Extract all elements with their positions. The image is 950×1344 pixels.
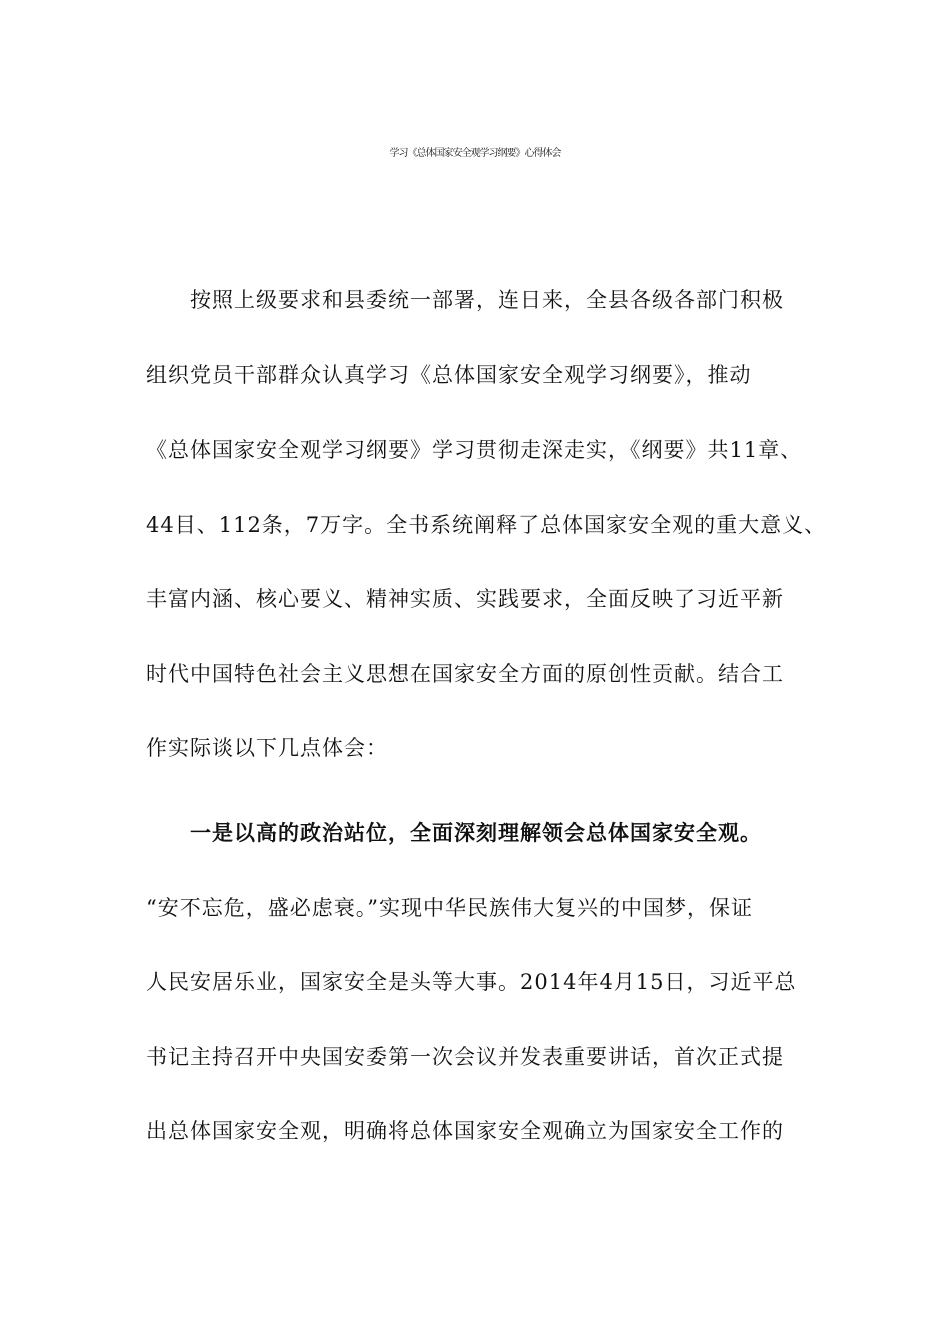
paragraph-1-line-7: 作实际谈以下几点体会： (146, 736, 388, 760)
paragraph-2-line-2: 人民安居乐业，国家安全是头等大事。2014年4月15日，习近平总 (146, 970, 797, 994)
paragraph-1-line-2: 组织党员干部群众认真学习《总体国家安全观学习纲要》，推动 (146, 363, 752, 387)
paragraph-1-line-5: 丰富内涵、核心要义、精神实质、实践要求，全面反映了习近平新 (146, 587, 784, 611)
paragraph-2-line-1: “安不忘危，盛必虑衰。”实现中华民族伟大复兴的中国梦，保证 (146, 896, 753, 920)
paragraph-1-line-6: 时代中国特色社会主义思想在国家安全方面的原创性贡献。结合工 (146, 662, 784, 686)
paragraph-2-line-4: 出总体国家安全观，明确将总体国家安全观确立为国家安全工作的 (146, 1119, 784, 1143)
paragraph-2-line-3: 书记主持召开中央国安委第一次会议并发表重要讲话，首次正式提 (146, 1045, 784, 1069)
paragraph-1-line-1: 按照上级要求和县委统一部署，连日来，全县各级各部门积极 (190, 288, 784, 312)
paragraph-1-line-3: 《总体国家安全观学习纲要》学习贯彻走深走实，《纲要》共11章、 (146, 438, 803, 462)
section-1-heading: 一是以高的政治站位，全面深刻理解领会总体国家安全观。 (190, 821, 762, 845)
document-title: 学习《总体国家安全观学习纲要》心得体会 (389, 148, 561, 159)
paragraph-1-line-4: 44目、112条，7万字。全书系统阐释了总体国家安全观的重大意义、 (146, 513, 827, 537)
